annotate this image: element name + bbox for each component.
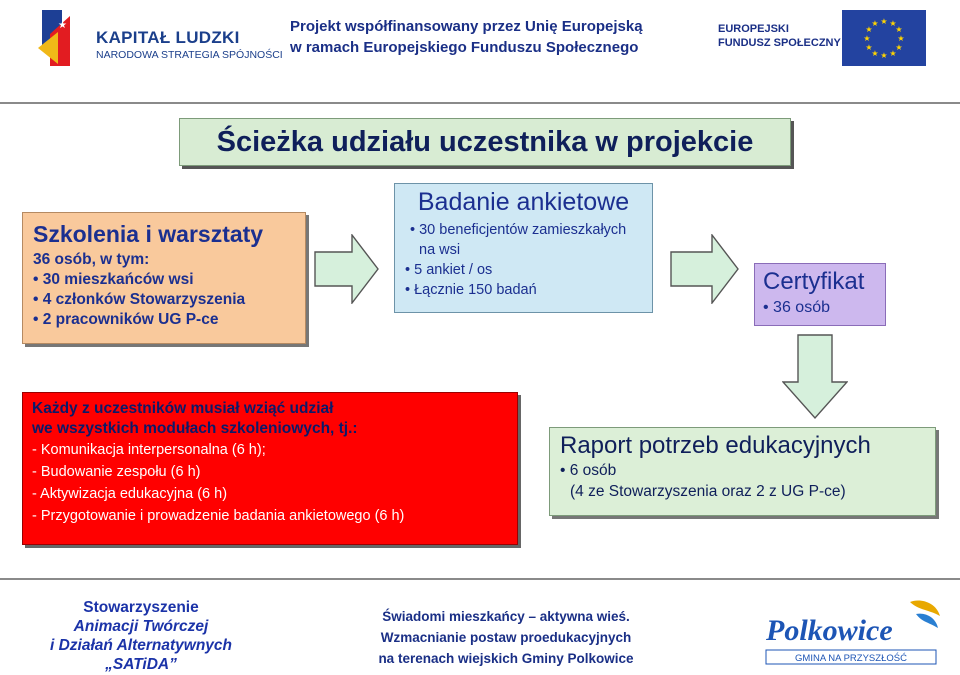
footer-divider	[0, 578, 960, 580]
modul-item: - Komunikacja interpersonalna (6 h);	[32, 442, 266, 458]
down-arrow-icon	[782, 334, 848, 420]
svg-text:★: ★	[880, 17, 888, 26]
raport-heading: Raport potrzeb edukacyjnych	[560, 432, 871, 459]
certyfikat-box	[754, 263, 886, 326]
svg-text:★: ★	[865, 43, 873, 52]
szkolenia-count: 36 osób, w tym:	[33, 251, 150, 268]
badanie-heading: Badanie ankietowe	[417, 188, 630, 216]
moduly-heading-line-1: Każdy z uczestników musiał wziąć udział	[32, 400, 334, 417]
svg-text:★: ★	[895, 43, 903, 52]
szkolenia-box	[22, 212, 306, 344]
polkowice-slogan: GMINA NA PRZYSZŁOŚĆ	[795, 653, 907, 664]
polkowice-logo	[760, 596, 946, 668]
badanie-bullet: • Łącznie 150 badań	[405, 280, 642, 300]
svg-text:★: ★	[871, 49, 879, 58]
svg-text:★: ★	[889, 49, 897, 58]
badanie-bullet: • 5 ankiet / os	[405, 260, 642, 280]
svg-text:★: ★	[871, 19, 879, 28]
svg-text:★: ★	[897, 34, 905, 43]
satida-line-3: i Działań Alternatywnych	[49, 637, 233, 654]
svg-text:★: ★	[58, 20, 67, 31]
right-arrow-icon	[314, 234, 380, 304]
kapital-ludzki-subtitle: NARODOWA STRATEGIA SPÓJNOŚCI	[96, 49, 283, 61]
header-divider	[0, 102, 960, 104]
project-name-line-1: Świadomi mieszkańcy – aktywna wieś.	[382, 609, 630, 624]
efs-line-2: FUNDUSZ SPOŁECZNY	[718, 37, 841, 49]
page-title: Ścieżka udziału uczestnika w projekcie	[179, 118, 791, 166]
project-name-line-2: Wzmacnianie postaw proedukacyjnych	[380, 630, 632, 645]
raport-bullet: • 6 osób	[560, 460, 925, 481]
project-line-1: Projekt współfinansowany przez Unię Europejską	[290, 18, 643, 35]
satida-line-4: „SATiDA”	[105, 656, 177, 673]
certyfikat-bullet: • 36 osób	[763, 299, 877, 317]
svg-text:★: ★	[865, 25, 873, 34]
satida-line-2: Animacji Twórczej	[73, 618, 209, 635]
satida-line-1: Stowarzyszenie	[83, 599, 199, 616]
svg-text:★: ★	[880, 51, 888, 60]
badanie-box	[394, 183, 653, 313]
moduly-heading-line-2: we wszystkich modułach szkoleniowych, tj.:	[32, 420, 358, 437]
certyfikat-heading: Certyfikat	[763, 268, 865, 295]
svg-text:★: ★	[863, 34, 871, 43]
right-arrow-icon	[670, 234, 740, 304]
satida-name	[46, 598, 236, 674]
szkolenia-heading: Szkolenia i warsztaty	[33, 221, 264, 247]
svg-text:★: ★	[895, 25, 903, 34]
efs-logo-text	[718, 22, 841, 50]
project-name	[336, 606, 676, 669]
raport-box	[549, 427, 936, 516]
svg-text:★: ★	[889, 19, 897, 28]
efs-line-1: EUROPEJSKI	[718, 23, 789, 35]
kapital-ludzki-title: KAPITAŁ LUDZKI	[96, 28, 240, 47]
badanie-bullet: • 30 beneficjentów zamieszkałych na wsi	[405, 220, 642, 260]
raport-note: (4 ze Stowarzyszenia oraz 2 z UG P-ce)	[570, 483, 846, 500]
szkolenia-bullet: • 2 pracowników UG P-ce	[33, 310, 295, 330]
eu-flag-icon	[842, 10, 926, 66]
project-line-2: w ramach Europejskiego Funduszu Społecznego	[290, 39, 639, 56]
modul-item: - Przygotowanie i prowadzenie badania ankietowego (6 h)	[32, 508, 405, 524]
modul-item: - Budowanie zespołu (6 h)	[32, 464, 201, 480]
szkolenia-bullet: • 4 członków Stowarzyszenia	[33, 290, 295, 310]
modul-item: - Aktywizacja edukacyjna (6 h)	[32, 486, 228, 502]
szkolenia-bullet: • 30 mieszkańców wsi	[33, 270, 295, 290]
moduly-box	[22, 392, 518, 545]
project-cofinancing-note	[290, 16, 643, 58]
polkowice-wordmark: Polkowice	[766, 614, 893, 647]
project-name-line-3: na terenach wiejskich Gminy Polkowice	[378, 651, 634, 666]
